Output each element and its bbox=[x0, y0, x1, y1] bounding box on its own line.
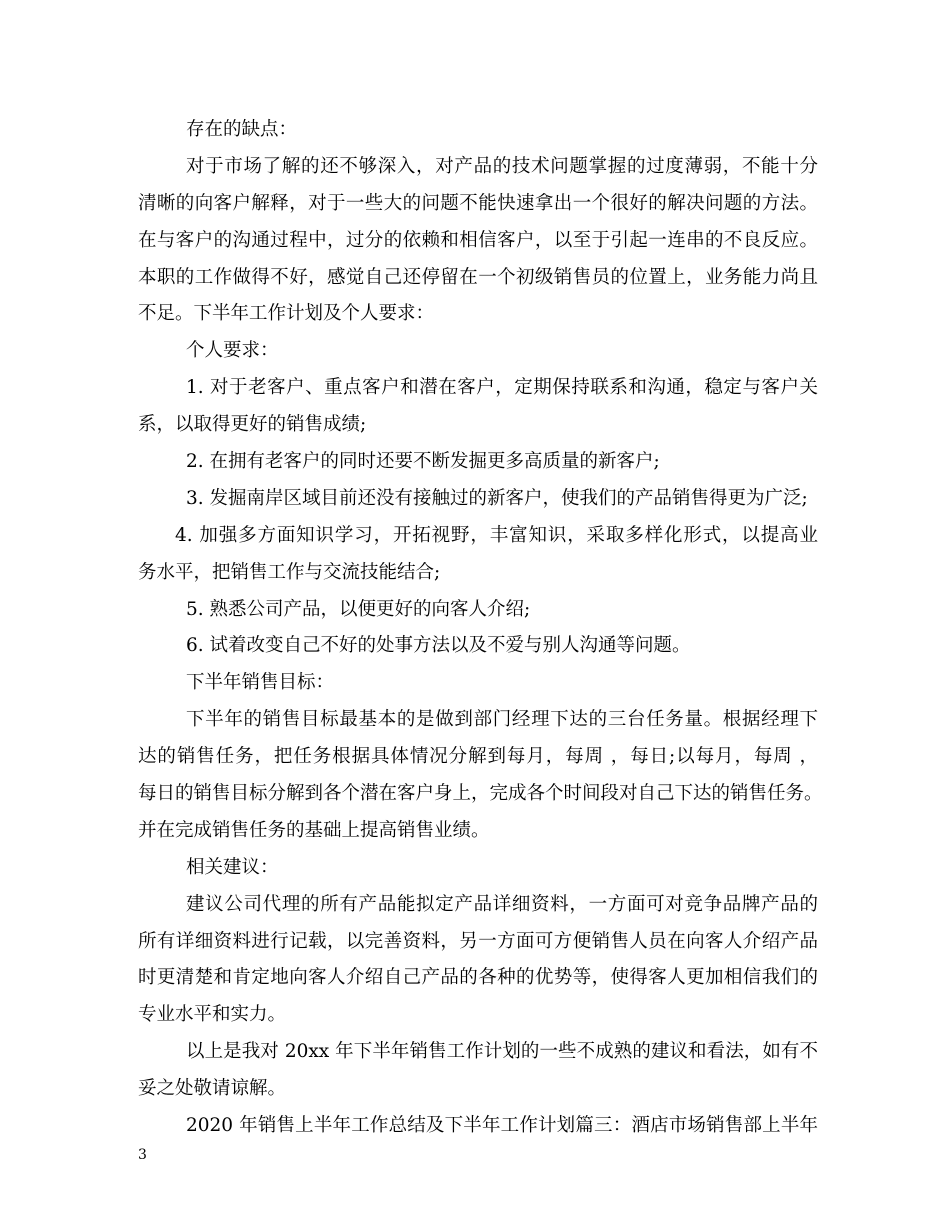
list-item: 5. 熟悉公司产品，以便更好的向客人介绍; bbox=[186, 598, 531, 620]
paragraph-line: 时更清楚和肯定地向客人介绍自己产品的各种的优势等，使得客人更加相信我们的 bbox=[138, 967, 818, 989]
list-item-continuation: 系，以取得更好的销售成绩; bbox=[138, 414, 367, 436]
section-heading-personal-requirements: 个人要求： bbox=[186, 340, 279, 362]
document-body bbox=[138, 112, 823, 1145]
paragraph-line: 对于市场了解的还不够深入，对产品的技术问题掌握的过度薄弱，不能十分 bbox=[186, 155, 818, 177]
paragraph-line: 2020 年销售上半年工作总结及下半年工作计划篇三：酒店市场销售部上半年 bbox=[186, 1115, 818, 1137]
paragraph-line: 建议公司代理的所有产品能拟定产品详细资料，一方面可对竞争品牌产品的 bbox=[186, 893, 818, 915]
paragraph-line: 下半年的销售目标最基本的是做到部门经理下达的三台任务量。根据经理下 bbox=[186, 709, 818, 731]
page-number: 3 bbox=[138, 1147, 147, 1163]
section-heading-suggestions: 相关建议： bbox=[186, 856, 279, 878]
section-heading-shortcomings: 存在的缺点： bbox=[186, 119, 298, 140]
list-item: 4. 加强多方面知识学习，开拓视野，丰富知识，采取多样化形式，以提高业 bbox=[175, 524, 818, 546]
paragraph-line: 专业水平和实力。 bbox=[138, 1004, 287, 1026]
list-item: 3. 发掘南岸区域目前还没有接触过的新客户，使我们的产品销售得更为广泛; bbox=[186, 487, 808, 509]
paragraph-line: 不足。下半年工作计划及个人要求： bbox=[138, 303, 435, 325]
paragraph-line: 达的销售任务，把任务根据具体情况分解到每月，每周 ，每日;以每月，每周 ， bbox=[138, 746, 818, 768]
list-item: 6. 试着改变自己不好的处事方法以及不爱与别人沟通等问题。 bbox=[186, 635, 691, 657]
section-heading-sales-target: 下半年销售目标： bbox=[186, 672, 335, 694]
paragraph-line: 清晰的向客户解释，对于一些大的问题不能快速拿出一个很好的解决问题的方法。 bbox=[138, 192, 818, 214]
paragraph-line: 妥之处敬请谅解。 bbox=[138, 1078, 287, 1100]
list-item: 1. 对于老客户、重点客户和潜在客户，定期保持联系和沟通，稳定与客户关 bbox=[186, 377, 818, 399]
list-item-continuation: 务水平，把销售工作与交流技能结合; bbox=[138, 561, 441, 583]
paragraph-line: 并在完成销售任务的基础上提高销售业绩。 bbox=[138, 819, 490, 841]
list-item: 2. 在拥有老客户的同时还要不断发掘更多高质量的新客户; bbox=[186, 451, 660, 473]
paragraph-line: 所有详细资料进行记载，以完善资料，另一方面可方便销售人员在向客人介绍产品 bbox=[138, 930, 818, 952]
paragraph-line: 在与客户的沟通过程中，过分的依赖和相信客户，以至于引起一连串的不良反应。 bbox=[138, 229, 818, 251]
paragraph-line: 以上是我对 20xx 年下半年销售工作计划的一些不成熟的建议和看法，如有不 bbox=[186, 1041, 818, 1063]
paragraph-line: 每日的销售目标分解到各个潜在客户身上，完成各个时间段对自己下达的销售任务。 bbox=[138, 783, 823, 805]
paragraph-line: 本职的工作做得不好，感觉自己还停留在一个初级销售员的位置上，业务能力尚且 bbox=[138, 266, 818, 288]
